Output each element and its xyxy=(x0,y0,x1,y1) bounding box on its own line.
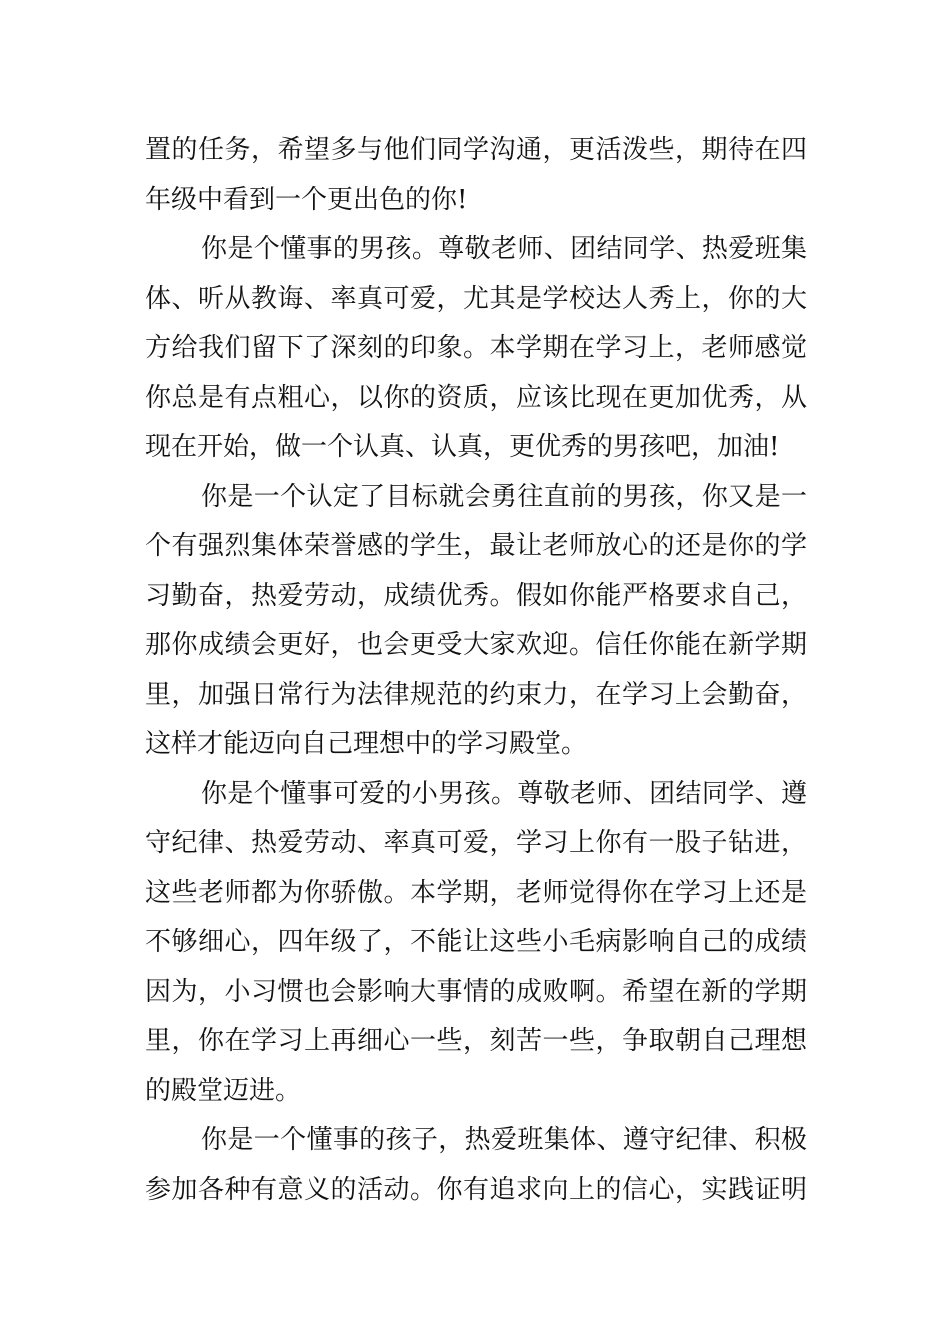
text-line: 的殿堂迈进。 xyxy=(145,1075,302,1106)
text-line: 现在开始，做一个认真、认真，更优秀的男孩吧，加油! xyxy=(145,432,780,462)
text-line: 体、听从教诲、率真可爱，尤其是学校达人秀上，你的大 xyxy=(145,283,807,314)
text-line: 个有强烈集体荣誉感的学生，最让老师放心的还是你的学 xyxy=(145,531,807,561)
text-line: 守纪律、热爱劳动、率真可爱，学习上你有一股子钻进， xyxy=(145,828,807,858)
text-line: 那你成绩会更好，也会更受大家欢迎。信任你能在新学期 xyxy=(145,630,807,660)
text-line: 因为，小习惯也会影响大事情的成败啊。希望在新的学期 xyxy=(145,976,807,1007)
text-line: 年级中看到一个更出色的你! xyxy=(145,184,468,215)
text-line: 习勤奋，热爱劳动，成绩优秀。假如你能严格要求自己， xyxy=(145,580,807,611)
text-line: 这样才能迈向自己理想中的学习殿堂。 xyxy=(145,729,588,759)
paragraph-2 xyxy=(145,473,807,770)
text-line: 方给我们留下了深刻的印象。本学期在学习上，老师感觉 xyxy=(145,333,807,363)
paragraph-0 xyxy=(145,126,807,225)
text-line: 你是个懂事的男孩。尊敬老师、团结同学、热爱班集 xyxy=(201,234,807,264)
paragraph-3 xyxy=(145,770,807,1117)
text-line: 你是个懂事可爱的小男孩。尊敬老师、团结同学、遵 xyxy=(201,778,807,809)
paragraph-4 xyxy=(145,1116,807,1215)
text-line: 不够细心，四年级了，不能让这些小毛病影响自己的成绩 xyxy=(145,927,807,957)
text-line: 里，加强日常行为法律规范的约束力，在学习上会勤奋， xyxy=(145,679,807,710)
text-line: 你总是有点粗心，以你的资质，应该比现在更加优秀，从 xyxy=(145,382,807,413)
text-line: 你是一个认定了目标就会勇往直前的男孩，你又是一 xyxy=(201,481,807,512)
document-body xyxy=(145,126,807,1215)
text-line: 置的任务，希望多与他们同学沟通，更活泼些，期待在四 xyxy=(145,135,807,165)
text-line: 里，你在学习上再细心一些，刻苦一些，争取朝自己理想 xyxy=(145,1026,807,1056)
text-line: 你是一个懂事的孩子，热爱班集体、遵守纪律、积极 xyxy=(201,1125,807,1155)
text-line: 这些老师都为你骄傲。本学期，老师觉得你在学习上还是 xyxy=(145,877,807,908)
text-line: 参加各种有意义的活动。你有追求向上的信心，实践证明 xyxy=(145,1174,807,1205)
paragraph-1 xyxy=(145,225,807,473)
